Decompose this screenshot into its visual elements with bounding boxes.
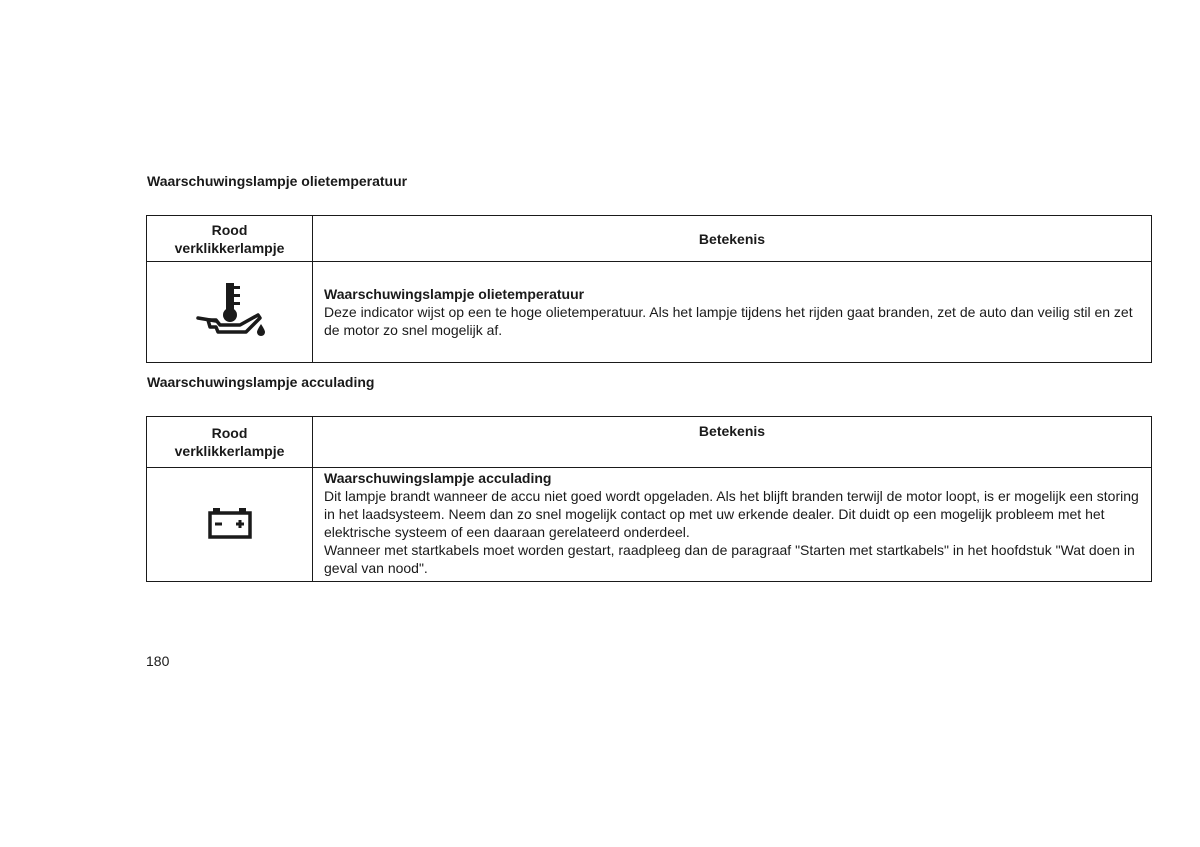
section-title-battery-charge: Waarschuwingslampje acculading: [147, 374, 375, 390]
table-row: [147, 262, 1152, 363]
row-heading: Waarschuwingslampje olietemperatuur: [324, 286, 585, 302]
battery-charge-warning-icon: [205, 505, 255, 541]
description-cell: [313, 262, 1152, 363]
table-header-row: [147, 216, 1152, 262]
row-heading: Waarschuwingslampje acculading: [324, 470, 552, 486]
row-paragraph: Dit lampje brandt wanneer de accu niet goed wordt opgeladen. Als het blijft branden terwijl de motor loopt, is er mogelijk een storing in het laadsysteem. Neem dan zo snel mogelijk contact op met uw erkende dealer. Dit duidt op een mogelijk probleem met het elektrische systeem of een daaraan gerelateerd onderdeel.: [324, 488, 1139, 540]
header-cell-indicator: [147, 216, 313, 262]
table-header-row: [147, 417, 1152, 468]
section-title-oil-temperature: Waarschuwingslampje olietemperatuur: [147, 173, 408, 189]
table-row: [147, 468, 1152, 582]
header-indicator-label: Rood verklikkerlampje: [174, 221, 285, 256]
header-cell-meaning: [313, 216, 1152, 262]
row-paragraph: Deze indicator wijst op een te hoge olietemperatuur. Als het lampje tijdens het rijden gaat branden, zet de auto dan veilig stil en zet de motor zo snel mogelijk af.: [324, 304, 1133, 338]
header-indicator-label: Rood verklikkerlampje: [174, 425, 285, 459]
page-number: 180: [146, 653, 170, 669]
row-paragraph: Wanneer met startkabels moet worden gestart, raadpleeg dan de paragraaf "Starten met startkabels" in het hoofdstuk "Wat doen in geval van nood".: [324, 542, 1135, 576]
header-cell-meaning: [313, 417, 1152, 468]
battery-charge-table: [146, 416, 1152, 582]
icon-cell: [147, 262, 313, 363]
icon-cell: [147, 468, 313, 582]
oil-temperature-warning-icon: [190, 280, 270, 340]
header-meaning-label: Betekenis: [698, 423, 766, 439]
oil-temperature-table: [146, 215, 1152, 363]
header-meaning-label: Betekenis: [698, 230, 766, 247]
description-cell: [313, 468, 1152, 582]
header-cell-indicator: [147, 417, 313, 468]
